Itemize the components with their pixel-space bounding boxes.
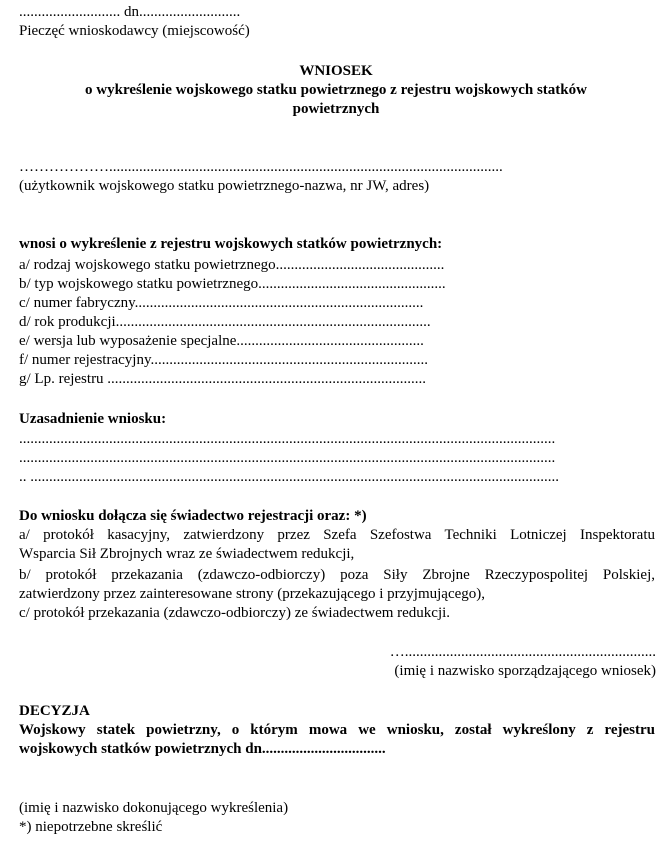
attachment-b-line1: b/ protokół przekazania (zdawczo-odbiorczy) poza Siły Zbrojne Rzeczypospolitej Polskiej, [19, 567, 655, 583]
justification-heading: Uzasadnienie wniosku: [19, 411, 167, 427]
footnote: *) niepotrzebne skreślić [19, 819, 163, 835]
request-item-g: g/ Lp. rejestru ..................................................................................... [19, 371, 427, 387]
attachment-c-line: c/ protokół przekazania (zdawczo-odbiorczy) ze świadectwem redukcji. [19, 605, 451, 621]
decision-text-line2: wojskowych statków powietrznych dn................................. [19, 741, 386, 757]
request-item-e: e/ wersja lub wyposażenie specjalne.................................................. [19, 333, 424, 349]
applicant-fill-line: ………………......................................................................................................... [19, 159, 503, 175]
document-subtitle-line2: powietrznych [292, 101, 380, 117]
document-subtitle-line1: o wykreślenie wojskowego statku powietrznego z rejestru wojskowych statków [85, 82, 587, 98]
applicant-caption: (użytkownik wojskowego statku powietrznego-nazwa, nr JW, adres) [19, 178, 430, 194]
attachments-heading: Do wniosku dołącza się świadectwo rejestracji oraz: *) [19, 508, 367, 524]
decision-text-line1: Wojskowy statek powietrzny, o którym mowa we wniosku, został wykreślony z rejestru [19, 722, 655, 738]
document-title: WNIOSEK [299, 63, 373, 79]
justification-line-3: .. ............................................................................................................................................. [19, 469, 559, 485]
attachment-a-line2: Wsparcia Sił Zbrojnych wraz ze świadectwem redukcji, [19, 546, 355, 562]
request-item-b: b/ typ wojskowego statku powietrznego.................................................. [19, 276, 446, 292]
justification-line-1: ............................................................................................................................................... [19, 431, 556, 447]
decision-signer-caption: (imię i nazwisko dokonującego wykreślenia) [19, 800, 289, 816]
signature-fill-line: …................................................................... [389, 644, 656, 660]
stamp-label: Pieczęć wnioskodawcy (miejscowość) [19, 23, 250, 39]
request-item-f: f/ numer rejestracyjny.......................................................................... [19, 352, 428, 368]
attachment-b-line2: zatwierdzony przez zainteresowane strony (przekazującego i przyjmującego), [19, 586, 486, 602]
attachment-a-line1: a/ protokół kasacyjny, zatwierdzony przez Szefa Szefostwa Techniki Lotniczej Inspektoratu [19, 527, 655, 543]
place-date-line: ........................... dn........................... [19, 4, 241, 20]
request-heading: wnosi o wykreślenie z rejestru wojskowych statków powietrznych: [19, 236, 443, 252]
request-item-c: c/ numer fabryczny............................................................................. [19, 295, 424, 311]
decision-heading: DECYZJA [19, 703, 90, 719]
signature-caption: (imię i nazwisko sporządzającego wniosek) [394, 663, 656, 679]
justification-line-2: ............................................................................................................................................... [19, 450, 556, 466]
request-item-d: d/ rok produkcji.................................................................................... [19, 314, 431, 330]
request-item-a: a/ rodzaj wojskowego statku powietrznego............................................. [19, 257, 445, 273]
